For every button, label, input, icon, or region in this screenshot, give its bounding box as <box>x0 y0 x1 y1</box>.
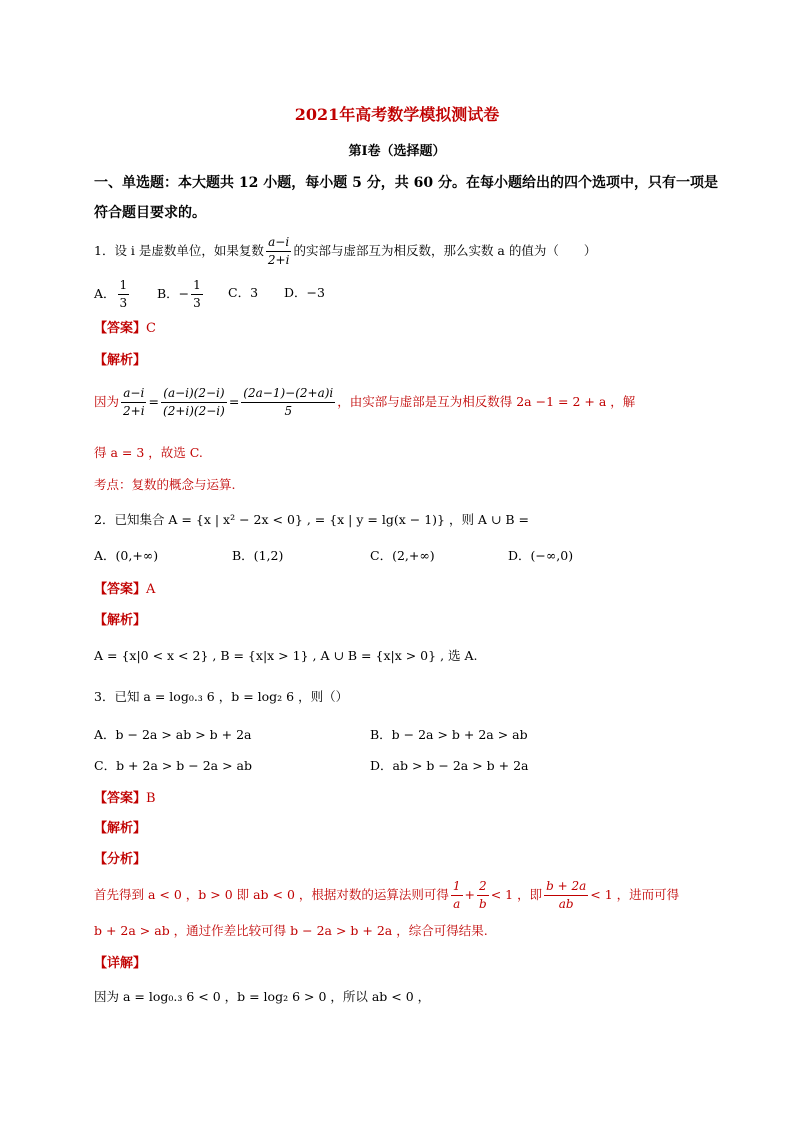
q3-fenxi-line1 <box>94 880 679 910</box>
q3-fenxi-text-a: 首先得到 a < 0 ，b > 0 即 ab < 0 ，根据对数的运算法则可得 <box>94 886 449 902</box>
q1-sol-frac3 <box>241 387 335 417</box>
q1-option-b-num: 1 <box>191 279 203 295</box>
q1-sol-frac2-den: (2+i)(2−i) <box>163 403 225 418</box>
q3-detail-line: 因为 a = log₀.₃ 6 < 0 ，b = log₂ 6 > 0 ，所以 ab < 0 ， <box>94 989 431 1004</box>
q3-fenxi-frac1-num: 1 <box>451 880 463 896</box>
section-heading-line1: 一、单选题：本大题共 12 小题，每小题 5 分，共 60 分。在每小题给出的四个选项中，只有一项是 <box>94 175 718 191</box>
q3-analysis-label: 【解析】 <box>94 821 147 836</box>
q1-option-c: C．3 <box>228 285 259 300</box>
q2-analysis-label: 【解析】 <box>94 613 147 628</box>
q1-sol-frac1 <box>121 387 147 417</box>
q1-sol-frac2 <box>161 387 227 417</box>
q1-stem-text-b: 的实部与虚部互为相反数，那么实数 a 的值为（ ） <box>293 242 597 258</box>
q1-answer-value: C <box>146 321 156 336</box>
volume-heading: 第Ⅰ卷（选择题） <box>348 144 446 159</box>
q1-sol-tail: ，由实部与虚部是互为相反数得 2a −1 = 2 + a ，解 <box>337 393 636 409</box>
q3-fenxi-plus: + <box>464 886 476 902</box>
q3-answer-label: 【答案】 <box>94 791 147 806</box>
q1-sol-eq2: = <box>228 393 240 409</box>
q1-stem-frac-den: 2+i <box>267 252 290 267</box>
q1-solution-line2: 得 a = 3 ，故选 C. <box>94 445 203 460</box>
q1-answer-label: 【答案】 <box>94 321 147 336</box>
q2-answer-label: 【答案】 <box>94 582 147 597</box>
q2-stem: 2．已知集合 A = {x | x² − 2x < 0} , = {x | y = lg(x − 1)} ，则 A ∪ B = <box>94 512 530 527</box>
q1-sol-frac2-num: (a−i)(2−i) <box>161 387 226 403</box>
q3-fenxi-label: 【分析】 <box>94 852 147 867</box>
q1-analysis-label: 【解析】 <box>94 353 147 368</box>
q1-option-b-den: 3 <box>193 295 201 310</box>
q2-option-d: D．(−∞,0) <box>508 548 574 563</box>
q1-stem <box>94 236 596 266</box>
q3-answer-value: B <box>146 791 156 806</box>
q2-option-a: A．(0,+∞) <box>94 548 159 563</box>
q1-sol-frac3-num: (2a−1)−(2+a)i <box>241 387 335 403</box>
q1-answer <box>94 322 156 335</box>
q1-option-a-num: 1 <box>118 279 130 295</box>
q1-option-a <box>94 279 131 309</box>
q1-option-a-label: A． <box>94 285 116 301</box>
q3-fenxi-frac3 <box>544 880 588 910</box>
q1-note: 考点：复数的概念与运算. <box>94 477 236 492</box>
q2-option-b: B．(1,2) <box>232 548 284 563</box>
q3-fenxi-text-b: < 1 ，即 <box>490 886 543 902</box>
q2-answer <box>94 583 155 596</box>
q3-option-b: B．b − 2a > b + 2a > ab <box>370 727 528 742</box>
q1-stem-frac-num: a−i <box>266 236 291 252</box>
q3-answer <box>94 792 156 805</box>
q3-fenxi-text-c: < 1 ，进而可得 <box>590 886 680 902</box>
q3-fenxi-line2: b + 2a > ab ，通过作差比较可得 b − 2a > b + 2a ，综合可得结果. <box>94 923 488 938</box>
q1-stem-fraction <box>266 236 292 266</box>
q1-stem-text-a: 1．设 i 是虚数单位，如果复数 <box>94 242 264 258</box>
q1-option-b-label: B．− <box>157 285 190 301</box>
section-heading-line2: 符合题目要求的。 <box>94 205 206 221</box>
exam-title: 2021年高考数学模拟测试卷 <box>294 105 500 124</box>
q3-fenxi-frac2-den: b <box>479 896 487 911</box>
q1-sol-frac3-den: 5 <box>284 403 293 418</box>
q2-solution: A = {x|0 < x < 2} , B = {x|x > 1} , A ∪ B = {x|x > 0} , 选 A. <box>94 648 478 663</box>
q1-option-a-fraction <box>118 279 130 309</box>
q3-fenxi-frac3-num: b + 2a <box>544 880 588 896</box>
q3-fenxi-frac1 <box>451 880 463 910</box>
q2-answer-value: A <box>146 582 156 597</box>
q1-sol-eq1: = <box>148 393 160 409</box>
q3-fenxi-frac1-den: a <box>453 896 461 911</box>
q1-option-d: D．−3 <box>284 285 325 300</box>
q1-sol-prefix: 因为 <box>94 393 120 409</box>
q1-option-b-fraction <box>191 279 203 309</box>
q3-fenxi-frac2-num: 2 <box>477 880 489 896</box>
q2-option-c: C．(2,+∞) <box>370 548 435 563</box>
q3-stem: 3．已知 a = log₀.₃ 6 ，b = log₂ 6 ，则（） <box>94 689 349 704</box>
q3-fenxi-frac2 <box>477 880 489 910</box>
q3-option-d: D．ab > b − 2a > b + 2a <box>370 758 529 773</box>
q1-sol-frac1-num: a−i <box>121 387 146 403</box>
q1-solution-line1 <box>94 387 635 417</box>
q3-option-c: C．b + 2a > b − 2a > ab <box>94 758 253 773</box>
q3-fenxi-frac3-den: ab <box>558 896 574 911</box>
q1-option-b <box>157 279 205 309</box>
q1-sol-frac1-den: 2+i <box>123 403 145 418</box>
q3-detail-label: 【详解】 <box>94 956 147 971</box>
q1-option-a-den: 3 <box>119 295 128 310</box>
q3-option-a: A．b − 2a > ab > b + 2a <box>94 727 252 742</box>
